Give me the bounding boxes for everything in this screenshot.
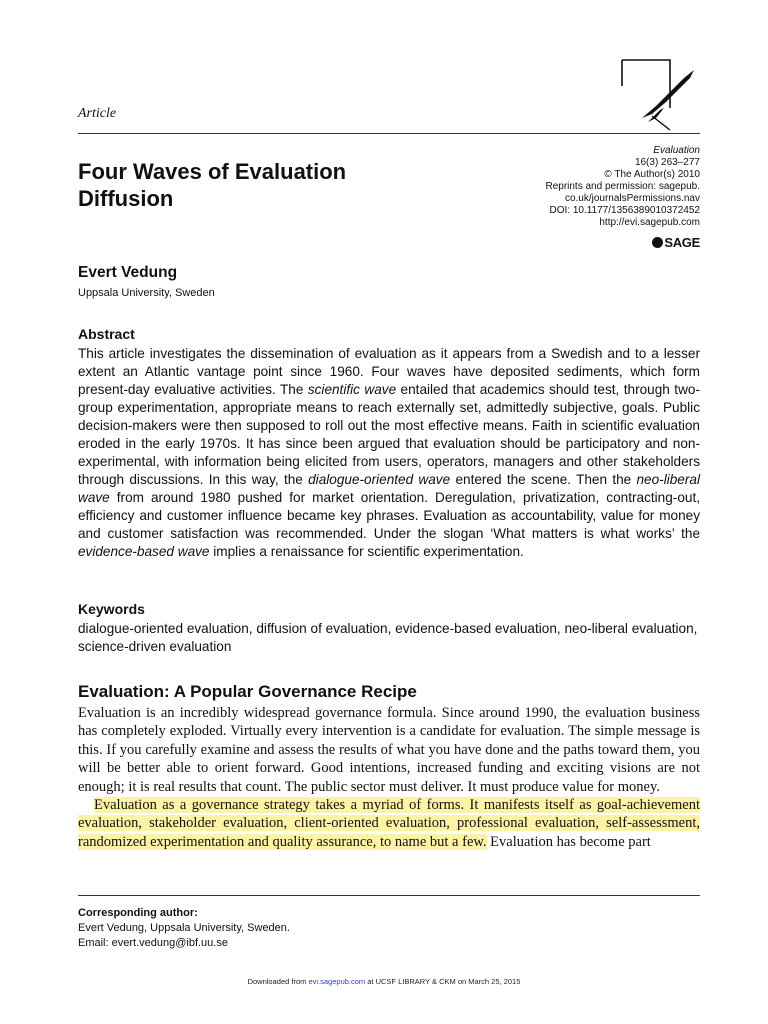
section-heading: Evaluation: A Popular Governance Recipe [78, 682, 417, 701]
abstract-text-1: This article investigates the dissemination of evaluation as it appears from a Swedish and to a lesser extent an Atlantic vantage point since 1960. Four waves have deposited sediments, which form present-day evaluative activities. The [78, 346, 700, 397]
title-line-1: Four Waves of Evaluation [78, 159, 347, 184]
corresponding-author-name: Evert Vedung, Uppsala University, Sweden. [78, 922, 290, 934]
abstract-text-5: implies a renaissance for scientific experimentation. [209, 544, 524, 559]
reprints-line-2: co.uk/journalsPermissions.nav [564, 193, 700, 204]
footnote-divider [78, 895, 700, 896]
title-line-2: Diffusion [78, 186, 174, 211]
abstract-text-2: entailed that academics should test, through two-group experimentation, appropriate means to reach externally set, admittedly subjective, goals. Public decision-makers were then supposed to roll out the most effective means. Faith in scientific evaluation eroded in the early 1970s. It has since been argued that evaluation should be participatory and non-experimental, with information being elicited from users, operators, managers and other stakeholders through discussions. In this way, the [78, 382, 700, 487]
author-name: Evert Vedung [78, 264, 178, 281]
abstract-term-neoliberal-wave: neo-liberal wave [78, 472, 700, 505]
journal-volume: 16(3) 263–277 [634, 157, 700, 168]
keywords-heading: Keywords [78, 601, 145, 617]
author-affiliation: Uppsala University, Sweden [78, 287, 215, 299]
journal-name: Evaluation [653, 145, 700, 156]
abstract-text-3: entered the scene. Then the [450, 472, 637, 487]
sage-logo-text: SAGE [664, 235, 700, 250]
abstract-body [78, 345, 700, 561]
highlighted-passage: Evaluation as a governance strategy takes a myriad of forms. It manifests itself as goal-achievement evaluation, stakeholder evaluation, client-oriented evaluation, professional evaluation, self-assessment, randomized experimentation and quality assurance, to name but a few. [78, 797, 700, 850]
body-paragraph-1: Evaluation is an incredibly widespread governance formula. Since around 1990, the evaluation business has completely exploded. Virtually every intervention is a candidate for evaluation. The simple message is this. If you carefully examine and assess the results of what you have done and the paths toward them, you will be better able to orient forward. Good intentions, increased funding and exciting visions are not enough; it is real results that count. The public sector must deliver. It must produce value for money. [78, 705, 700, 795]
journal-url[interactable]: http://evi.sagepub.com [599, 217, 700, 228]
corresponding-author-heading: Corresponding author: [78, 907, 198, 919]
download-source-link[interactable]: evi.sagepub.com [308, 977, 366, 986]
doi-line: DOI: 10.1177/1356389010372452 [549, 205, 700, 216]
keywords-list: dialogue-oriented evaluation, diffusion of evaluation, evidence-based evaluation, neo-liberal evaluation, science-driven evaluation [78, 621, 698, 654]
abstract-term-dialogue-wave: dialogue-oriented wave [308, 472, 451, 487]
download-note [0, 977, 768, 986]
body-paragraph-2-rest: Evaluation has become part [486, 833, 651, 850]
abstract-text-4: from around 1980 pushed for market orientation. Deregulation, privatization, contracting-out, efficiency and customer influence became key phrases. Evaluation as accountability, value for money and customer satisfaction was recommended. Under the slogan ‘What matters is what works’ the [78, 490, 700, 541]
sage-logo [652, 235, 700, 250]
corresponding-author-email: Email: evert.vedung@ibf.uu.se [78, 937, 228, 949]
reprints-line-1: Reprints and permission: sagepub. [545, 181, 700, 192]
section-body [78, 704, 700, 851]
article-type-label: Article [78, 106, 117, 121]
article-title [78, 158, 458, 212]
journal-corner-logo [612, 58, 704, 132]
abstract-heading: Abstract [78, 326, 135, 342]
sage-mark-icon [652, 237, 663, 248]
download-note-suffix: at UCSF LIBRARY & CKM on March 25, 2015 [365, 977, 521, 986]
top-divider [78, 133, 700, 134]
copyright-line: © The Author(s) 2010 [604, 169, 700, 180]
body-paragraph-2 [78, 796, 700, 851]
abstract-term-evidence-wave: evidence-based wave [78, 544, 210, 559]
download-note-prefix: Downloaded from [247, 977, 309, 986]
abstract-term-scientific-wave: scientific wave [307, 382, 397, 397]
journal-info [460, 145, 700, 229]
